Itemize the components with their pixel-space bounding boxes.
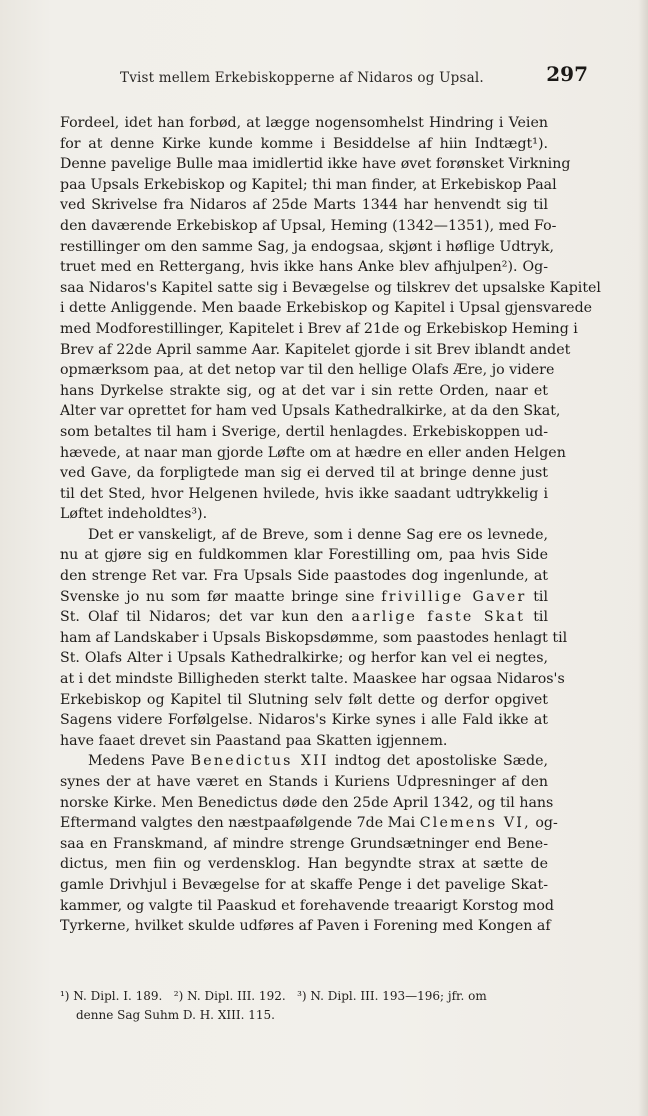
text-line: nu at gjøre sig en fuldkommen klar Forestilling om, paa hvis Side (60, 547, 548, 564)
text-line: truet med en Rettergang, hvis ikke hans Anke blev afhjulpen²). Og- (60, 259, 548, 276)
spaced-emphasis: Benedictus XII (190, 753, 329, 770)
text-line-with-emphasis (60, 587, 548, 608)
text-line: til det Sted, hvor Helgenen hvilede, hvis ikke saadant udtrykkelig i (60, 485, 548, 502)
paragraph-start: Det er vanskeligt, af de Breve, som i denne Sag ere os levnede, (88, 526, 548, 543)
page-header (60, 62, 588, 90)
footnote-line: denne Sag Suhm D. H. XIII. 115. (76, 1008, 275, 1022)
footnote-line: ¹) N. Dipl. I. 189. ²) N. Dipl. III. 192. ³) N. Dipl. III. 193—196; jfr. om (60, 989, 487, 1003)
paragraph-start-with-emphasis (60, 751, 548, 772)
text-line: saa en Franskmand, af mindre strenge Grundsætninger end Bene- (60, 835, 548, 852)
text-segment: Medens Pave (88, 753, 185, 770)
text-line: paa Upsals Erkebiskop og Kapitel; thi man finder, at Erkebiskop Paal (60, 176, 557, 193)
text-line: restillinger om den samme Sag, ja endogsaa, skjønt i høflige Udtryk, (60, 238, 555, 255)
text-line: ved Skrivelse fra Nidaros af 25de Marts 1344 har henvendt sig til (60, 197, 548, 214)
page-edge-shadow (638, 0, 648, 1116)
text-line-with-emphasis (60, 607, 548, 628)
text-line: med Modforestillinger, Kapitelet i Brev af 21de og Erkebiskop Heming i (60, 320, 578, 337)
text-line: den daværende Erkebiskop af Upsal, Heming (1342—1351), med Fo- (60, 217, 557, 234)
body-text (60, 113, 601, 937)
text-segment: til (533, 588, 548, 605)
text-line: hans Dyrkelse strakte sig, og at det var i sin rette Orden, naar et (60, 382, 548, 399)
text-line: opmærksom paa, at det netop var til den hellige Olafs Ære, jo videre (60, 362, 555, 379)
spaced-emphasis: frivillige Gaver (381, 588, 527, 605)
text-segment: Svenske jo nu som før maatte bringe sine (60, 588, 375, 605)
running-head: Tvist mellem Erkebiskopperne af Nidaros og Upsal. (120, 70, 484, 86)
text-line: i dette Anliggende. Men baade Erkebiskop og Kapitel i Upsal gjensvarede (60, 300, 593, 317)
text-line: Løftet indeholdtes³). (60, 506, 208, 523)
spaced-emphasis: Clemens VI, (419, 815, 531, 832)
text-line: for at denne Kirke kunde komme i Besiddelse af hiin Indtægt¹). (60, 135, 548, 152)
text-segment: indtog det apostoliske Sæde, (334, 753, 548, 770)
text-line: gamle Drivhjul i Bevægelse for at skaffe Penge i det pavelige Skat- (60, 876, 548, 893)
text-line: kammer, og valgte til Paaskud et forehavende treaarigt Korstog mod (60, 897, 555, 914)
text-line: St. Olafs Alter i Upsals Kathedralkirke; og herfor kan vel ei negtes, (60, 650, 548, 667)
text-line: at i det mindste Billigheden sterkt talte. Maaskee har ogsaa Nidaros's (60, 671, 565, 688)
text-line: den strenge Ret var. Fra Upsals Side paastodes dog ingenlunde, at (60, 568, 548, 585)
text-segment: og- (535, 815, 558, 832)
text-line: som betaltes til ham i Sverige, dertil henlagdes. Erkebiskoppen ud- (60, 423, 548, 440)
text-line: Erkebiskop og Kapitel til Slutning selv følt dette og derfor opgivet (60, 691, 548, 708)
text-line-with-emphasis (60, 813, 558, 834)
text-line: Fordeel, idet han forbød, at lægge nogensomhelst Hindring i Veien (60, 115, 548, 131)
text-line: synes der at have været en Stands i Kuriens Udpresninger af den (60, 774, 548, 790)
text-line: ham af Landskaber i Upsals Biskopsdømme, som paastodes henlagt til (60, 629, 568, 646)
text-segment: St. Olaf til Nidaros; det var kun den (60, 609, 344, 626)
text-line: hævede, at naar man gjorde Løfte om at hædre en eller anden Helgen (60, 444, 566, 461)
text-line: saa Nidaros's Kapitel satte sig i Bevægelse og tilskrev det upsalske Kapitel (60, 279, 601, 296)
spaced-emphasis: aarlige faste Skat (351, 609, 526, 626)
footnotes (60, 987, 548, 1025)
text-line: norske Kirke. Men Benedictus døde den 25de April 1342, og til hans (60, 794, 554, 811)
text-segment: Eftermand valgtes den næstpaafølgende 7de Mai (60, 815, 416, 832)
text-line: have faaet drevet sin Paastand paa Skatten igjennem. (60, 732, 448, 749)
text-segment: til (533, 609, 549, 626)
text-line: Sagens videre Forfølgelse. Nidaros's Kirke synes i alle Fald ikke at (60, 712, 548, 729)
text-line: Brev af 22de April samme Aar. Kapitelet gjorde i sit Brev iblandt andet (60, 341, 571, 358)
text-line: Tyrkerne, hvilket skulde udføres af Paven i Forening med Kongen af (60, 918, 551, 935)
text-line: Denne pavelige Bulle maa imidlertid ikke have øvet forønsket Virkning (60, 156, 571, 173)
page-number: 297 (546, 62, 588, 86)
text-line: Alter var oprettet for ham ved Upsals Kathedralkirke, at da den Skat, (60, 403, 561, 420)
text-line: ved Gave, da forpligtede man sig ei derved til at bringe denne just (60, 465, 548, 482)
text-line: dictus, men fiin og verdensklog. Han begyndte strax at sætte de (60, 856, 548, 873)
